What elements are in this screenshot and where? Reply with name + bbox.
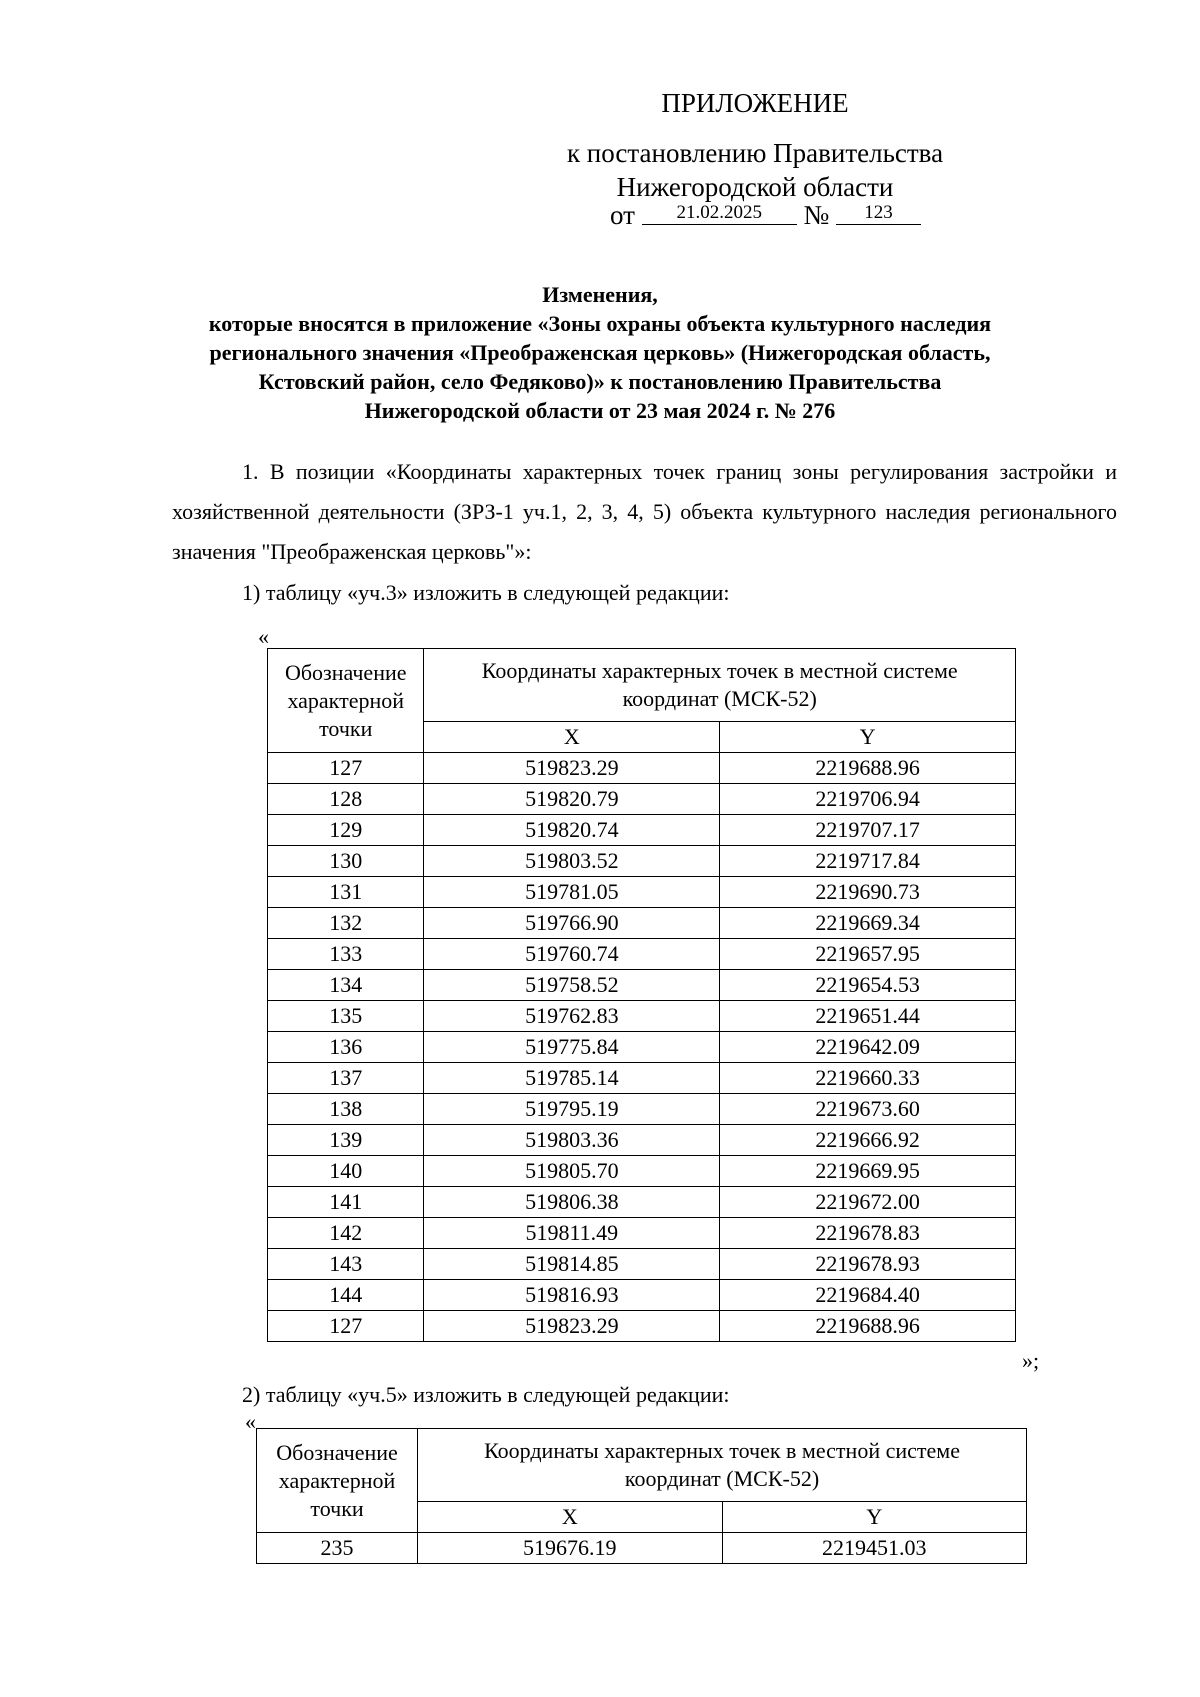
- y-coordinate-cell: 2219657.95: [720, 939, 1016, 970]
- header-point: [257, 1429, 418, 1533]
- x-coordinate-cell: 519816.93: [424, 1280, 720, 1311]
- number-sign: №: [803, 200, 830, 230]
- table-row: [268, 1001, 1016, 1032]
- coordinates-table-1: [267, 648, 1016, 1342]
- x-coordinate-cell: 519805.70: [424, 1156, 720, 1187]
- point-id-cell: 132: [268, 908, 424, 939]
- table-row: [268, 1125, 1016, 1156]
- heading-line-4: Кстовский район, село Федяково)» к постановлению Правительства: [258, 369, 942, 394]
- table-row: [268, 784, 1016, 815]
- appendix-title: ПРИЛОЖЕНИЕ: [661, 88, 849, 118]
- point-id-cell: 141: [268, 1187, 424, 1218]
- point-id-cell: 235: [257, 1533, 418, 1564]
- table-row: [268, 1063, 1016, 1094]
- table-row: [268, 1218, 1016, 1249]
- y-coordinate-cell: 2219678.83: [720, 1218, 1016, 1249]
- y-coordinate-cell: 2219654.53: [720, 970, 1016, 1001]
- point-id-cell: 134: [268, 970, 424, 1001]
- x-coordinate-cell: 519814.85: [424, 1249, 720, 1280]
- point-id-cell: 129: [268, 815, 424, 846]
- table-row: [268, 1187, 1016, 1218]
- header-point-line-3: точки: [319, 715, 373, 741]
- y-coordinate-cell: 2219666.92: [720, 1125, 1016, 1156]
- y-coordinate-cell: 2219688.96: [720, 753, 1016, 784]
- y-coordinate-cell: 2219706.94: [720, 784, 1016, 815]
- header-coordinates: [424, 649, 1016, 722]
- x-coordinate-cell: 519775.84: [424, 1032, 720, 1063]
- header-point-line-3: точки: [310, 1495, 364, 1521]
- x-coordinate-cell: 519823.29: [424, 753, 720, 784]
- x-coordinate-cell: 519803.52: [424, 846, 720, 877]
- point-id-cell: 136: [268, 1032, 424, 1063]
- y-coordinate-cell: 2219717.84: [720, 846, 1016, 877]
- y-coordinate-cell: 2219678.93: [720, 1249, 1016, 1280]
- item-1-text: 1) таблицу «уч.3» изложить в следующей редакции:: [242, 580, 730, 605]
- header-point-line-1: Обозначение: [276, 1439, 398, 1465]
- point-id-cell: 130: [268, 846, 424, 877]
- header-y: Y: [722, 1502, 1026, 1533]
- x-coordinate-cell: 519823.29: [424, 1311, 720, 1342]
- heading-line-3: регионального значения «Преображенская церковь» (Нижегородская область,: [209, 340, 991, 365]
- y-coordinate-cell: 2219669.95: [720, 1156, 1016, 1187]
- table-2-open-quote: «: [245, 1409, 256, 1434]
- header-x: X: [418, 1502, 722, 1533]
- header-point-line-1: Обозначение: [284, 659, 407, 685]
- x-coordinate-cell: 519795.19: [424, 1094, 720, 1125]
- x-coordinate-cell: 519803.36: [424, 1125, 720, 1156]
- point-id-cell: 139: [268, 1125, 424, 1156]
- y-coordinate-cell: 2219690.73: [720, 877, 1016, 908]
- y-coordinate-cell: 2219688.96: [720, 1311, 1016, 1342]
- heading-line-2: которые вносятся в приложение «Зоны охраны объекта культурного наследия: [208, 311, 992, 336]
- coordinates-table-2: [256, 1428, 1027, 1564]
- heading-line-1: Изменения,: [542, 282, 658, 307]
- table-row: [268, 1032, 1016, 1063]
- decree-date: 21.02.2025: [642, 202, 797, 225]
- header-coordinates: [418, 1429, 1027, 1502]
- x-coordinate-cell: 519676.19: [418, 1533, 722, 1564]
- y-coordinate-cell: 2219660.33: [720, 1063, 1016, 1094]
- x-coordinate-cell: 519806.38: [424, 1187, 720, 1218]
- date-prefix: от: [610, 200, 635, 230]
- x-coordinate-cell: 519820.79: [424, 784, 720, 815]
- table-row: [268, 1280, 1016, 1311]
- header-coord-line-1: Координаты характерных точек в местной системе: [484, 1438, 960, 1463]
- table-row: [268, 908, 1016, 939]
- header-point-line-2: характерной: [278, 1467, 396, 1493]
- point-id-cell: 137: [268, 1063, 424, 1094]
- header-point-line-2: характерной: [287, 687, 405, 713]
- point-id-cell: 135: [268, 1001, 424, 1032]
- x-coordinate-cell: 519760.74: [424, 939, 720, 970]
- table-row: [268, 1156, 1016, 1187]
- table-row: [268, 1311, 1016, 1342]
- point-id-cell: 127: [268, 753, 424, 784]
- item-2-text: 2) таблицу «уч.5» изложить в следующей редакции:: [242, 1382, 730, 1407]
- header-coord-line-1: Координаты характерных точек в местной системе: [481, 658, 958, 683]
- x-coordinate-cell: 519762.83: [424, 1001, 720, 1032]
- table-row: [268, 846, 1016, 877]
- header-point: [268, 649, 424, 753]
- y-coordinate-cell: 2219669.34: [720, 908, 1016, 939]
- appendix-date-line: [610, 200, 921, 231]
- header-coord-line-2: координат (МСК-52): [624, 1466, 820, 1491]
- point-id-cell: 144: [268, 1280, 424, 1311]
- header-y: Y: [720, 722, 1016, 753]
- y-coordinate-cell: 2219684.40: [720, 1280, 1016, 1311]
- heading-line-5: Нижегородской области от 23 мая 2024 г. № 276: [364, 398, 836, 423]
- y-coordinate-cell: 2219642.09: [720, 1032, 1016, 1063]
- table-row: [268, 970, 1016, 1001]
- x-coordinate-cell: 519781.05: [424, 877, 720, 908]
- y-coordinate-cell: 2219651.44: [720, 1001, 1016, 1032]
- table-row: [257, 1533, 1027, 1564]
- table-row: [268, 1249, 1016, 1280]
- appendix-line-2: Нижегородской области: [616, 172, 894, 202]
- point-id-cell: 142: [268, 1218, 424, 1249]
- point-id-cell: 127: [268, 1311, 424, 1342]
- appendix-line-1: к постановлению Правительства: [566, 138, 944, 168]
- y-coordinate-cell: 2219451.03: [722, 1533, 1026, 1564]
- table-row: [268, 753, 1016, 784]
- point-id-cell: 140: [268, 1156, 424, 1187]
- y-coordinate-cell: 2219672.00: [720, 1187, 1016, 1218]
- point-id-cell: 131: [268, 877, 424, 908]
- table-row: [268, 939, 1016, 970]
- x-coordinate-cell: 519820.74: [424, 815, 720, 846]
- point-id-cell: 138: [268, 1094, 424, 1125]
- y-coordinate-cell: 2219673.60: [720, 1094, 1016, 1125]
- header-coord-line-2: координат (МСК-52): [622, 686, 817, 711]
- y-coordinate-cell: 2219707.17: [720, 815, 1016, 846]
- header-x: X: [424, 722, 720, 753]
- point-id-cell: 128: [268, 784, 424, 815]
- paragraph-1: 1. В позиции «Координаты характерных точек границ зоны регулирования застройки и хозяйственной деятельности (ЗРЗ-1 уч.1, 2, 3, 4, 5) объекта культурного наследия регионального значения "Преображенская церковь"»:: [172, 459, 1117, 564]
- point-id-cell: 143: [268, 1249, 424, 1280]
- x-coordinate-cell: 519811.49: [424, 1218, 720, 1249]
- x-coordinate-cell: 519785.14: [424, 1063, 720, 1094]
- x-coordinate-cell: 519758.52: [424, 970, 720, 1001]
- table-row: [268, 815, 1016, 846]
- table-1-open-quote: «: [258, 624, 269, 649]
- x-coordinate-cell: 519766.90: [424, 908, 720, 939]
- table-row: [268, 877, 1016, 908]
- table-1-close-quote: »;: [1022, 1348, 1040, 1373]
- point-id-cell: 133: [268, 939, 424, 970]
- document-heading: [140, 280, 1060, 425]
- table-row: [268, 1094, 1016, 1125]
- decree-number: 123: [836, 202, 921, 225]
